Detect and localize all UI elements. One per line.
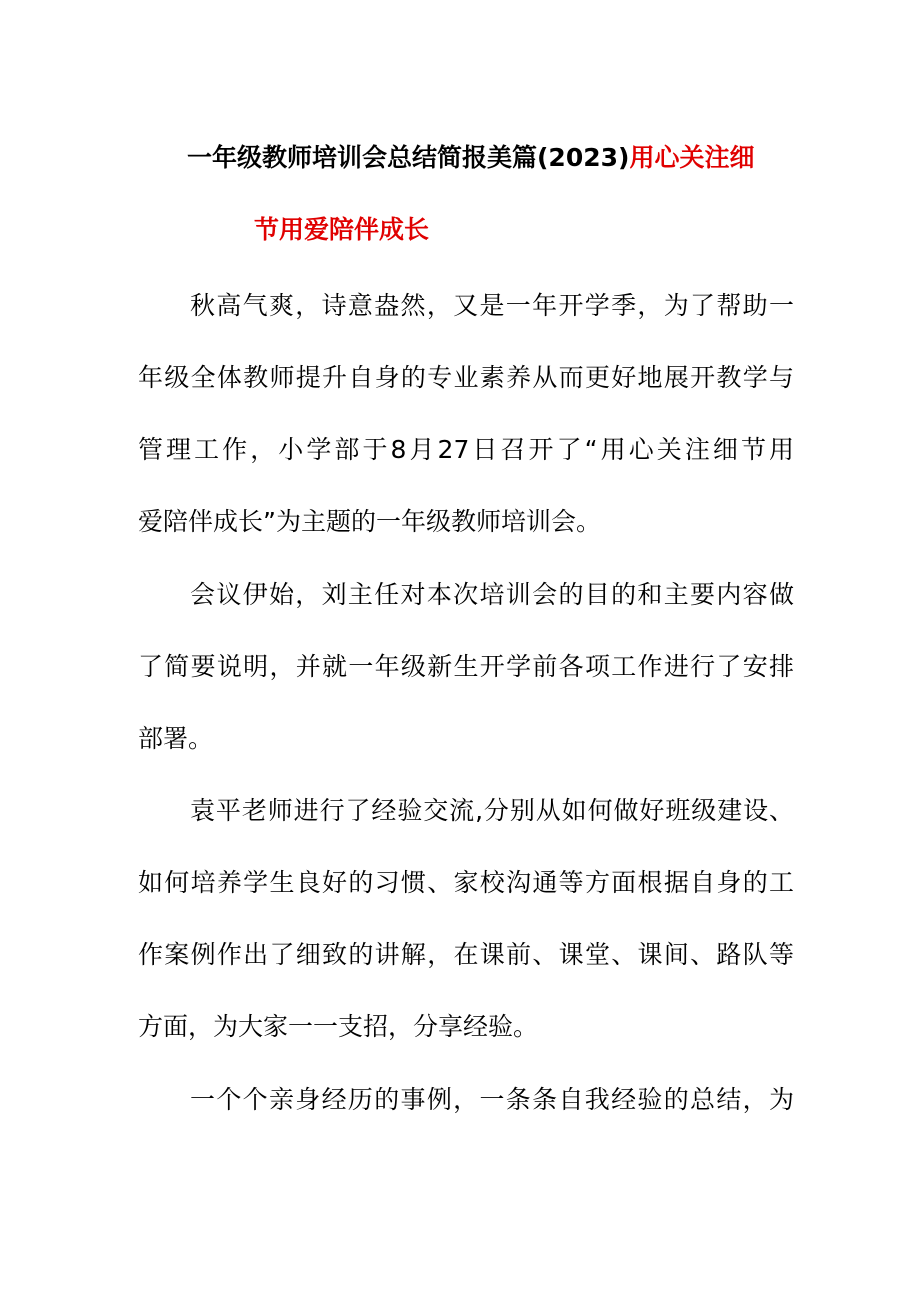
- paragraph-1-line-4: 爱陪伴成长”为主题的一年级教师培训会。: [138, 507, 601, 536]
- paragraph-1-line-3: 管理工作，小学部于8月27日召开了“用心关注细节用: [138, 435, 794, 464]
- document-title-line-1: [187, 145, 754, 170]
- paragraph-4-line-1: 一个个亲身经历的事例，一条条自我经验的总结，为: [190, 1085, 794, 1114]
- title-highlight-text-2: 节用爱陪伴成长: [254, 215, 430, 244]
- paragraph-3-line-2: 如何培养学生良好的习惯、家校沟通等方面根据自身的工: [138, 868, 794, 897]
- paragraph-1-line-1: 秋高气爽，诗意盎然，又是一年开学季，为了帮助一: [190, 291, 794, 320]
- paragraph-3-line-1: 袁平老师进行了经验交流,分别从如何做好班级建设、: [190, 796, 794, 825]
- document-title-line-2: [254, 217, 429, 242]
- title-highlight-text-1: 用心关注细: [629, 143, 755, 172]
- paragraph-1-line-2: 年级全体教师提升自身的专业素养从而更好地展开教学与: [138, 363, 794, 392]
- paragraph-2-line-2: 了简要说明，并就一年级新生开学前各项工作进行了安排: [138, 652, 794, 681]
- title-main-text: 一年级教师培训会总结简报美篇(2023): [187, 143, 630, 172]
- paragraph-3-line-3: 作案例作出了细致的讲解，在课前、课堂、课间、路队等: [138, 940, 794, 969]
- paragraph-2-line-1: 会议伊始，刘主任对本次培训会的目的和主要内容做: [190, 580, 794, 609]
- paragraph-3-line-4: 方面，为大家一一支招，分享经验。: [138, 1012, 539, 1041]
- paragraph-2-line-3: 部署。: [138, 724, 214, 753]
